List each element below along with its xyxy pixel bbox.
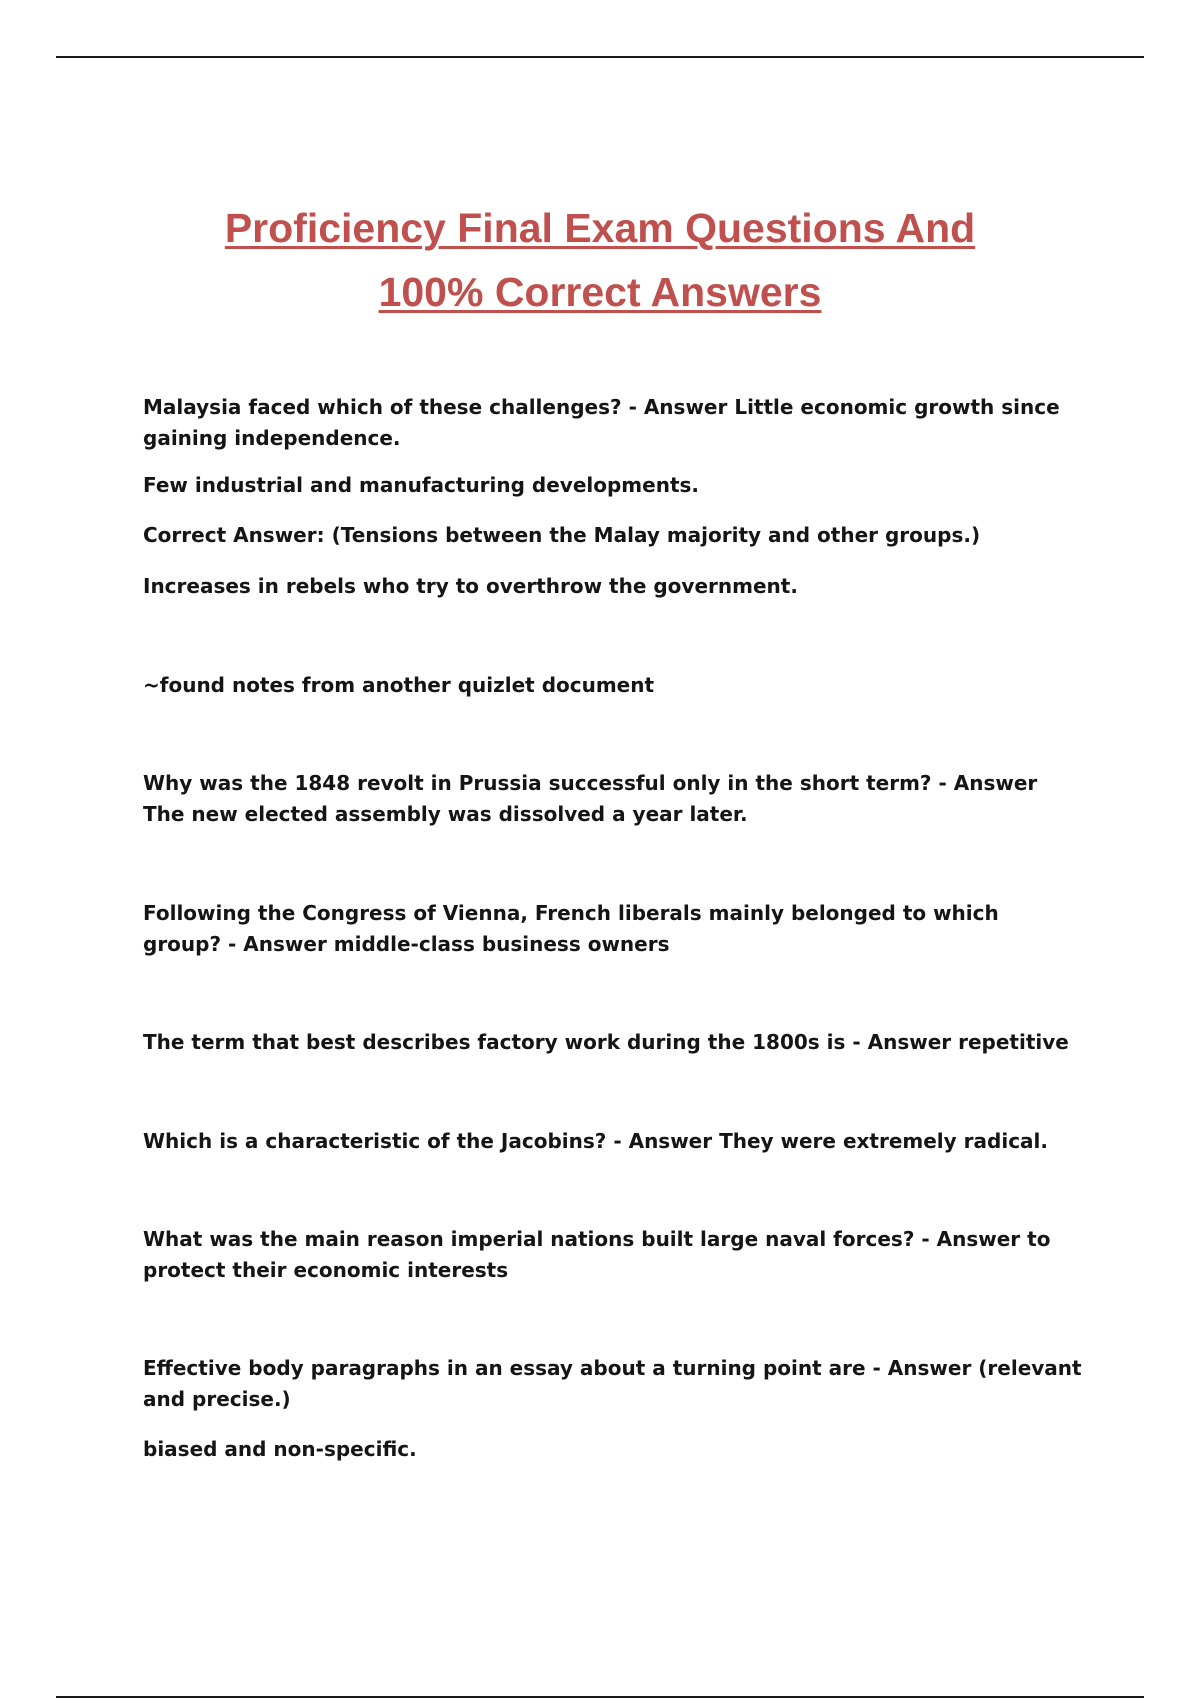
question-congress-vienna: Following the Congress of Vienna, French liberals mainly belonged to which group? - Answer middle-class business owners <box>143 901 999 956</box>
option-biased: biased and non-specific. <box>143 1437 417 1461</box>
question-prussia: Why was the 1848 revolt in Prussia successful only in the short term? - Answer The new elected assembly was dissolved a year later. <box>143 771 1038 826</box>
note-quizlet: ~found notes from another quizlet document <box>143 673 655 697</box>
question-naval-forces: What was the main reason imperial nations built large naval forces? - Answer to protect their economic interests <box>143 1227 1051 1282</box>
document-title <box>0 196 1200 324</box>
option-industrial: Few industrial and manufacturing developments. <box>143 473 700 497</box>
question-malaysia: Malaysia faced which of these challenges? - Answer Little economic growth since gaining independence. <box>143 395 1060 450</box>
correct-answer-tensions: Correct Answer: (Tensions between the Malay majority and other groups.) <box>143 523 981 547</box>
option-rebels: Increases in rebels who try to overthrow the government. <box>143 574 798 598</box>
top-rule <box>56 56 1144 58</box>
title-line-2: 100% Correct Answers <box>378 269 822 315</box>
question-body-paragraphs: Effective body paragraphs in an essay about a turning point are - Answer (relevant and precise.) <box>143 1356 1082 1411</box>
question-jacobins: Which is a characteristic of the Jacobins? - Answer They were extremely radical. <box>143 1129 1048 1153</box>
bottom-rule <box>56 1696 1144 1698</box>
question-factory-work: The term that best describes factory work during the 1800s is - Answer repetitive <box>143 1030 1069 1054</box>
title-line-1: Proficiency Final Exam Questions And <box>224 205 976 251</box>
